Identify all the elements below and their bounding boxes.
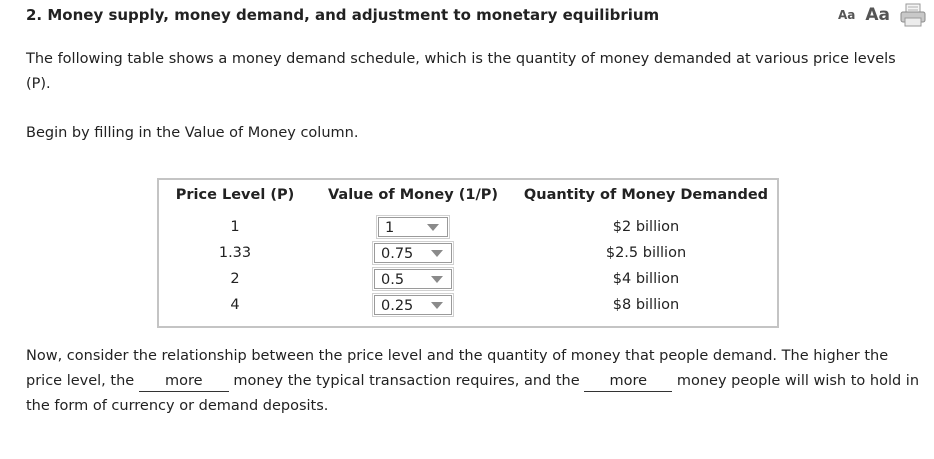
dropdown-arrow-icon (431, 276, 443, 283)
dropdown-arrow-icon (431, 302, 443, 309)
question-text-part3: money people will wish to hold in the form of currency or demand deposits. (26, 373, 920, 414)
dropdown-value: 0.5 (381, 272, 405, 288)
printer-icon[interactable] (900, 3, 926, 27)
question-title: 2. Money supply, money demand, and adjustment to monetary equilibrium (26, 6, 660, 24)
answer-blank-1[interactable]: more (139, 371, 229, 392)
table-row (158, 266, 778, 292)
value-dropdown[interactable] (374, 269, 452, 289)
dropdown-arrow-icon (427, 224, 439, 231)
quantity-cell: $8 billion (612, 297, 680, 313)
value-cell (311, 240, 515, 266)
question-text-part2: money the typical transaction requires, and the (233, 373, 580, 389)
instruction-text: Begin by filling in the Value of Money column. (26, 125, 359, 141)
dropdown-value: 0.25 (381, 298, 414, 314)
money-demand-table (157, 178, 779, 328)
price-cell: 1 (230, 219, 240, 235)
quantity-cell: $4 billion (612, 271, 680, 287)
dropdown-value: 1 (385, 220, 395, 236)
table-row (158, 240, 778, 266)
header-value-of-money: Value of Money (1/P) (327, 187, 499, 203)
price-cell: 2 (230, 271, 240, 287)
value-cell (311, 210, 515, 240)
quantity-cell: $2.5 billion (605, 245, 687, 261)
increase-font-button[interactable]: Aa (865, 5, 890, 25)
table-row (158, 210, 778, 240)
header-quantity-demanded: Quantity of Money Demanded (523, 187, 769, 203)
value-dropdown[interactable] (374, 243, 452, 263)
text-size-tools (838, 3, 926, 27)
quantity-cell: $2 billion (612, 219, 680, 235)
dropdown-arrow-icon (431, 250, 443, 257)
value-cell (311, 292, 515, 327)
header-price-level: Price Level (P) (175, 187, 295, 203)
decrease-font-button[interactable]: Aa (837, 8, 856, 22)
value-dropdown[interactable] (378, 217, 448, 237)
question-paragraph (26, 344, 926, 419)
price-cell: 1.33 (218, 245, 252, 261)
value-dropdown[interactable] (374, 295, 452, 315)
table-header-row (158, 179, 778, 210)
value-cell (311, 266, 515, 292)
answer-blank-2[interactable]: more (584, 371, 672, 392)
intro-paragraph: The following table shows a money demand schedule, which is the quantity of money demanded at various price levels (P). (26, 51, 896, 92)
table-row (158, 292, 778, 327)
price-cell: 4 (230, 297, 240, 313)
dropdown-value: 0.75 (381, 246, 414, 262)
question-text-part1: Now, consider the relationship between the price level and the quantity of money that people demand. The higher the price level, the (26, 348, 889, 389)
